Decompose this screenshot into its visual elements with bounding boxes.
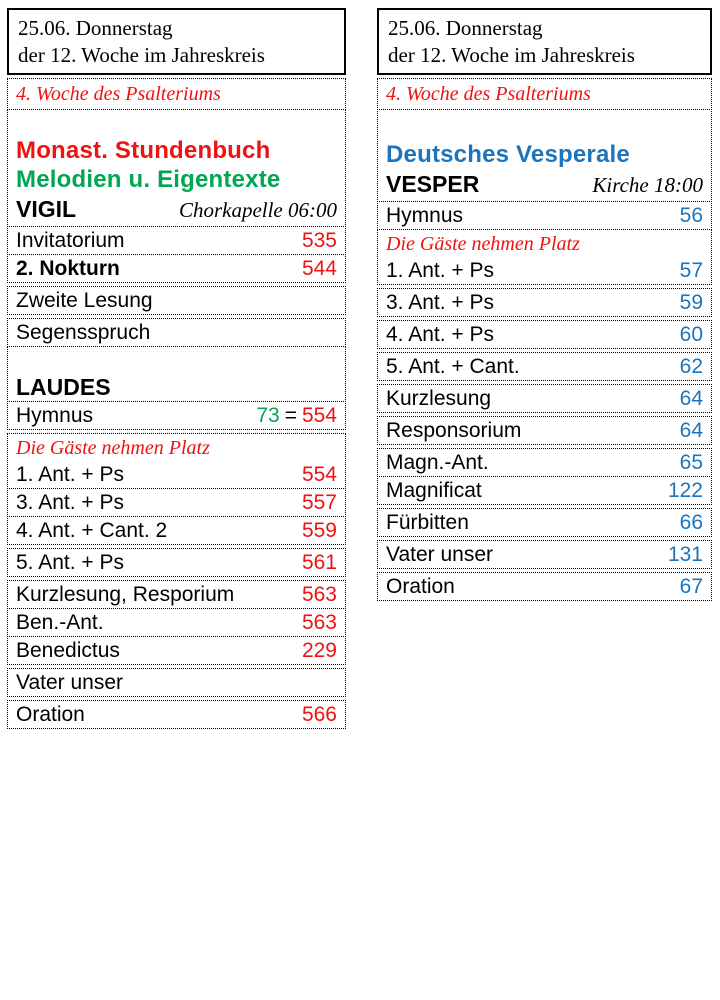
- row-magn-ant: [377, 448, 712, 477]
- book-title-line1: Monast. Stundenbuch: [16, 137, 271, 164]
- row-responsorium: [377, 416, 712, 445]
- row-ant3: [377, 288, 712, 317]
- row-ant3: [7, 488, 346, 517]
- page-number: 67: [679, 575, 703, 598]
- page-number: 535: [301, 229, 337, 252]
- page-number: 59: [679, 291, 703, 314]
- row-label: Magn.-Ant.: [386, 451, 489, 474]
- guests-note: Die Gäste nehmen Platz: [386, 233, 580, 255]
- date-header-box: [7, 8, 346, 75]
- row-label: Ben.-Ant.: [16, 611, 104, 634]
- office-name-vigil: VIGIL: [16, 196, 77, 222]
- psalter-week-note: 4. Woche des Psalteriums: [7, 78, 346, 110]
- week-line: der 12. Woche im Jahreskreis: [18, 43, 265, 67]
- guests-note: Die Gäste nehmen Platz: [16, 437, 210, 459]
- row-label: Zweite Lesung: [16, 289, 153, 312]
- page-number: 229: [301, 639, 337, 662]
- row-vater-unser: [7, 668, 346, 697]
- page-number: 561: [301, 551, 337, 574]
- row-benedictus: [7, 636, 346, 665]
- row-label: Segensspruch: [16, 321, 151, 344]
- page-number: 62: [679, 355, 703, 378]
- office-place-time: Chorkapelle 06:00: [178, 198, 337, 222]
- row-label: Oration: [16, 703, 85, 726]
- row-nokturn: [7, 254, 346, 283]
- row-label: Benedictus: [16, 639, 120, 662]
- page-number: 557: [301, 491, 337, 514]
- row-label: 5. Ant. + Cant.: [386, 355, 520, 378]
- row-label: Hymnus: [16, 404, 94, 427]
- row-label: 4. Ant. + Cant. 2: [16, 519, 168, 542]
- office-header-vigil: [16, 194, 337, 226]
- page-number: 64: [679, 387, 703, 410]
- book-title-cell: [377, 109, 712, 202]
- office-header-vesper: [386, 169, 703, 201]
- page-number: 559: [301, 519, 337, 542]
- page-number: 122: [667, 479, 703, 502]
- page-number: 65: [679, 451, 703, 474]
- row-hymnus: [7, 401, 346, 430]
- office-name-laudes: LAUDES: [16, 374, 111, 400]
- page-number: 563: [301, 583, 337, 606]
- row-ben-ant: [7, 608, 346, 637]
- row-kurzlesung: [7, 580, 346, 609]
- row-label: 3. Ant. + Ps: [16, 491, 124, 514]
- spacer: [16, 347, 337, 373]
- page-number: 64: [679, 419, 703, 442]
- row-label: Fürbitten: [386, 511, 469, 534]
- page-number: 563: [301, 611, 337, 634]
- office-name-vesper: VESPER: [386, 171, 480, 197]
- row-ant1: [16, 461, 337, 488]
- row-label: 1. Ant. + Ps: [386, 259, 494, 282]
- page-number: 56: [679, 204, 703, 227]
- right-schedule-column: [377, 8, 712, 601]
- row-oration: [7, 700, 346, 729]
- row-label: Magnificat: [386, 479, 482, 502]
- row-vater-unser: [377, 540, 712, 569]
- page-number: 66: [679, 511, 703, 534]
- row-label: 1. Ant. + Ps: [16, 463, 124, 486]
- row-label: 3. Ant. + Ps: [386, 291, 494, 314]
- equals-sign: =: [284, 404, 297, 427]
- row-label: 4. Ant. + Ps: [386, 323, 494, 346]
- row-oration: [377, 572, 712, 601]
- office-header-laudes-cell: [7, 346, 346, 402]
- row-label: 5. Ant. + Ps: [16, 551, 124, 574]
- guests-note-cell: [377, 229, 712, 285]
- row-ant4: [7, 516, 346, 545]
- row-label: Vater unser: [386, 543, 493, 566]
- alt-page-number: 73: [256, 404, 280, 427]
- guests-note-cell: [7, 433, 346, 489]
- page-number: 57: [679, 259, 703, 282]
- date-header-box: [377, 8, 712, 75]
- row-ant5: [7, 548, 346, 577]
- row-label: Invitatorium: [16, 229, 125, 252]
- date-line: 25.06. Donnerstag: [388, 16, 543, 40]
- row-label: Kurzlesung: [386, 387, 492, 410]
- page-number: 131: [667, 543, 703, 566]
- book-title-cell: [7, 109, 346, 227]
- row-label: Responsorium: [386, 419, 522, 442]
- row-label: Hymnus: [386, 204, 464, 227]
- page-number: 566: [301, 703, 337, 726]
- row-label: Vater unser: [16, 671, 123, 694]
- page-number: 60: [679, 323, 703, 346]
- spacer: [386, 110, 703, 140]
- row-segensspruch: [7, 318, 346, 347]
- office-place-time: Kirche 18:00: [592, 173, 703, 197]
- row-label: 2. Nokturn: [16, 257, 120, 280]
- row-fuerbitten: [377, 508, 712, 537]
- row-ant1: [386, 257, 703, 284]
- row-ant4: [377, 320, 712, 349]
- book-title: Deutsches Vesperale: [386, 141, 630, 168]
- row-magnificat: [377, 476, 712, 505]
- row-label: Oration: [386, 575, 455, 598]
- row-label: Kurzlesung, Resporium: [16, 583, 235, 606]
- page-number: 554: [301, 404, 337, 427]
- row-ant5: [377, 352, 712, 381]
- row-hymnus: [377, 201, 712, 230]
- row-invitatorium: [7, 226, 346, 255]
- page-number-group: [256, 402, 337, 429]
- book-title-line2: Melodien u. Eigentexte: [16, 166, 281, 193]
- row-kurzlesung: [377, 384, 712, 413]
- date-line: 25.06. Donnerstag: [18, 16, 173, 40]
- row-zweite-lesung: [7, 286, 346, 315]
- page-number: 554: [301, 463, 337, 486]
- spacer: [16, 110, 337, 136]
- week-line: der 12. Woche im Jahreskreis: [388, 43, 635, 67]
- psalter-week-note: 4. Woche des Psalteriums: [377, 78, 712, 110]
- page-number: 544: [301, 257, 337, 280]
- left-schedule-column: [7, 8, 346, 729]
